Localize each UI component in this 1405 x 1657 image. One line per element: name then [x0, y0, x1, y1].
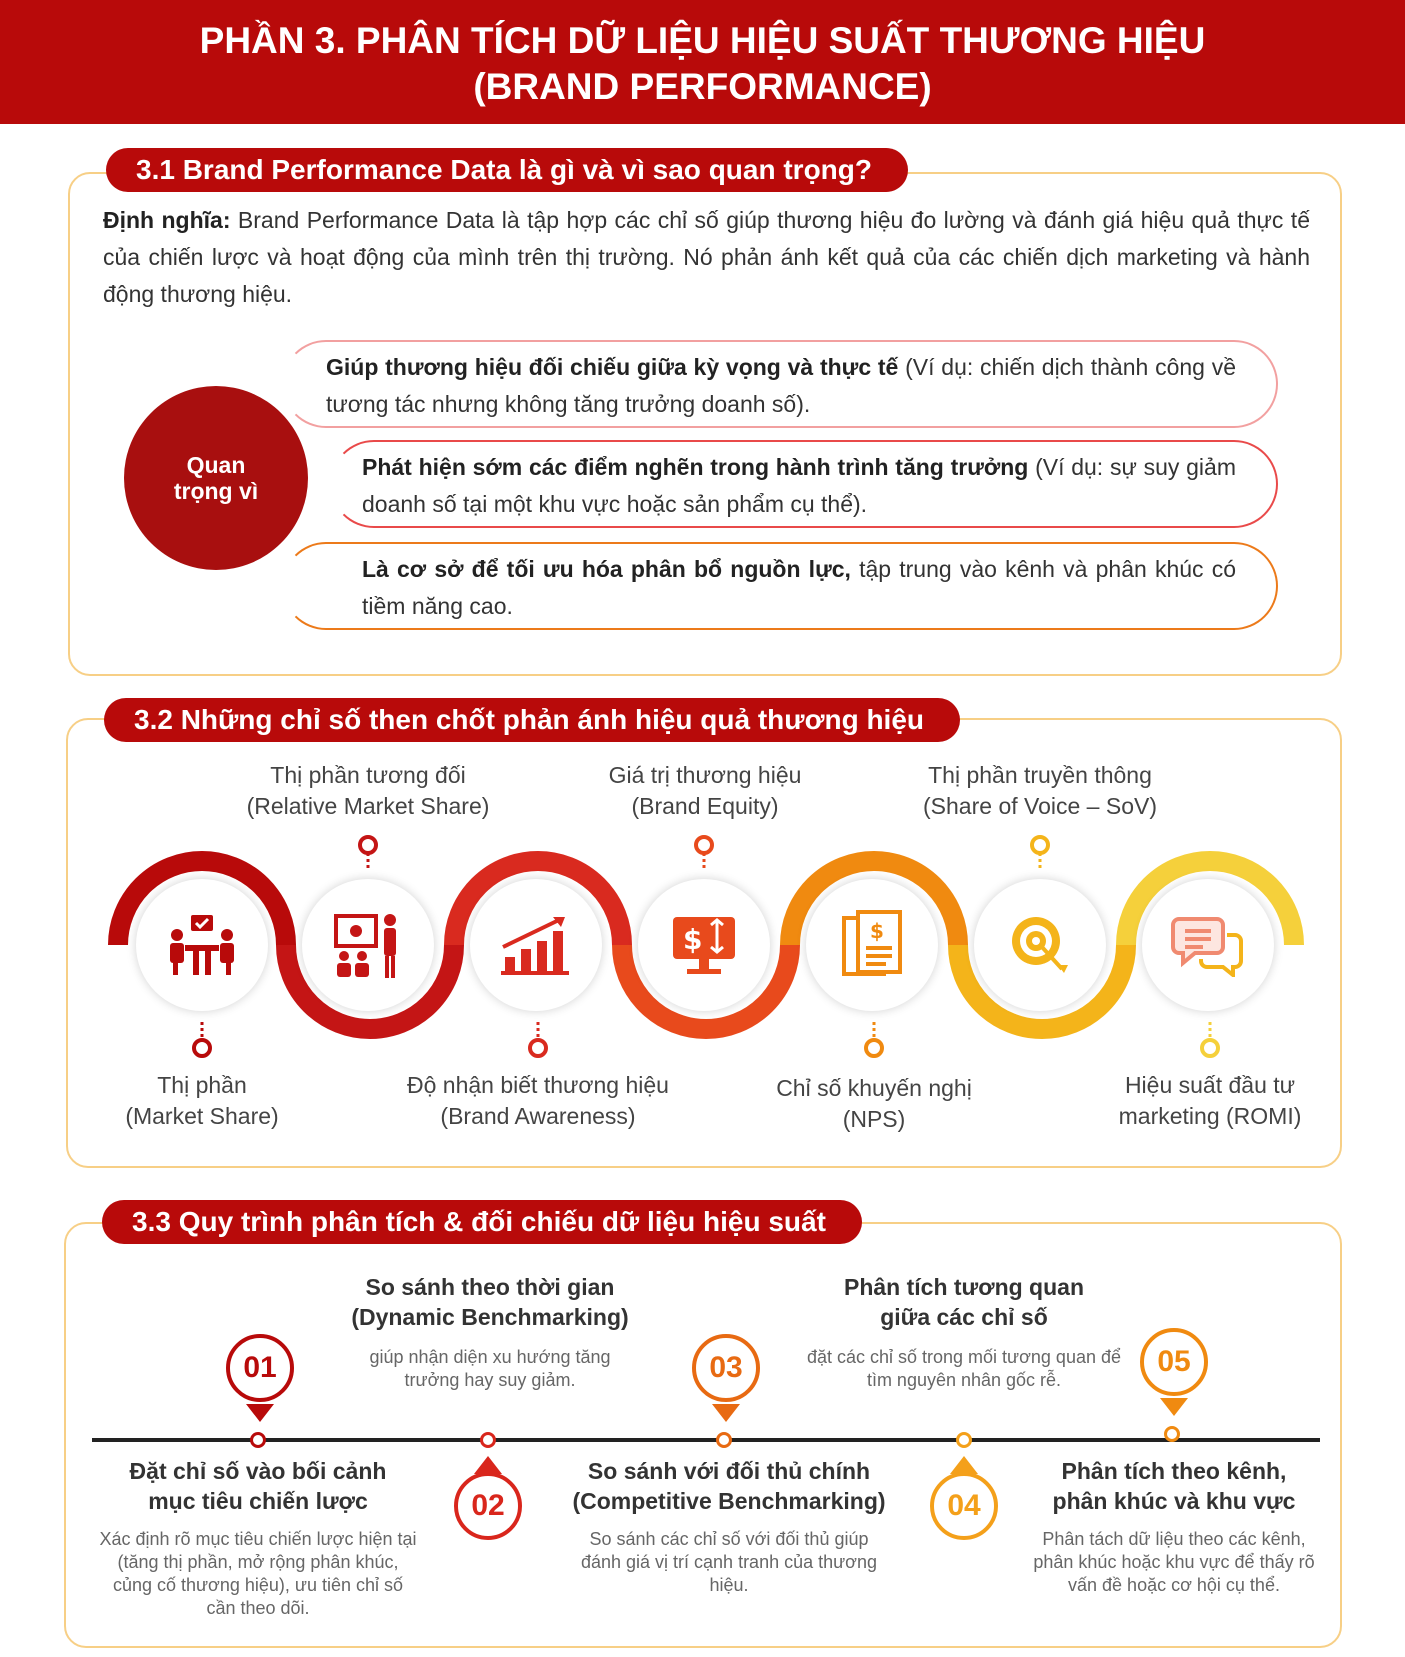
definition-paragraph	[103, 202, 1310, 313]
svg-text:$: $	[683, 923, 703, 956]
metric-name: Thị phần	[157, 1072, 247, 1098]
step-title	[1004, 1456, 1344, 1516]
metric-label-top	[218, 760, 518, 822]
reason-item	[282, 340, 1278, 428]
metric-label-bottom	[1060, 1070, 1360, 1132]
step-title-line: So sánh với đối thủ chính	[587, 1458, 871, 1484]
metric-icon-circle	[638, 879, 770, 1011]
badge-pointer	[712, 1404, 740, 1422]
metric-name: Chỉ số khuyến nghị	[776, 1075, 972, 1101]
metric-english: (NPS)	[842, 1106, 906, 1132]
step-title-line: mục tiêu chiến lược	[148, 1488, 368, 1514]
metric-label-bottom	[724, 1073, 1024, 1135]
reason-text: (Ví dụ: chiến dịch thành công về tương tác nhưng không tăng trưởng doanh số).	[326, 354, 1237, 417]
section-3-1-title: 3.1 Brand Performance Data là gì và vì sao quan trọng?	[106, 148, 908, 192]
timeline-dot	[1164, 1426, 1180, 1442]
badge-pointer	[246, 1404, 274, 1422]
metric-english: marketing (ROMI)	[1118, 1103, 1302, 1129]
step-description: So sánh các chỉ số với đối thủ giúp đánh giá vị trí cạnh tranh của thương hiệu.	[580, 1529, 878, 1595]
step-title-line: So sánh theo thời gian	[365, 1274, 615, 1300]
metric-label-bottom	[368, 1070, 708, 1132]
step-badge: 04	[930, 1472, 998, 1540]
dollar-exchange-icon	[669, 913, 739, 977]
importance-circle	[124, 386, 308, 570]
badge-pointer	[1160, 1398, 1188, 1416]
timeline-dot	[716, 1432, 732, 1448]
header-title-line2: (BRAND PERFORMANCE)	[473, 66, 932, 107]
step-title-line: (Dynamic Benchmarking)	[351, 1304, 629, 1330]
svg-text:$: $	[870, 919, 884, 943]
reason-item	[330, 440, 1278, 528]
section-3-2-title: 3.2 Những chỉ số then chốt phản ánh hiệu quả thương hiệu	[104, 698, 960, 742]
metric-english: (Market Share)	[125, 1103, 279, 1129]
metric-name: Thị phần tương đối	[270, 762, 466, 788]
header-title-line1: PHẦN 3. PHÂN TÍCH DỮ LIỆU HIỆU SUẤT THƯƠNG HIỆU	[199, 20, 1206, 61]
step-title-line: phân khúc và khu vực	[1052, 1488, 1296, 1514]
timeline-line	[92, 1438, 1320, 1442]
step-description: đặt các chỉ số trong mối tương quan để tìm nguyên nhân gốc rễ.	[806, 1347, 1122, 1390]
metric-english: (Brand Equity)	[631, 793, 779, 819]
target-icon	[1008, 913, 1072, 977]
step-description: giúp nhận diện xu hướng tăng trưởng hay suy giảm.	[369, 1347, 611, 1390]
metric-name: Độ nhận biết thương hiệu	[407, 1072, 669, 1098]
step-title-line: (Competitive Benchmarking)	[572, 1488, 886, 1514]
step-title	[784, 1272, 1144, 1332]
reason-text: tập trung vào kênh và phân khúc có tiềm năng cao.	[362, 556, 1237, 619]
reason-item	[282, 542, 1278, 630]
team-meeting-icon	[167, 913, 237, 977]
metric-english: (Share of Voice – SoV)	[923, 793, 1157, 819]
metric-icon-circle	[1142, 879, 1274, 1011]
metric-icon-circle	[974, 879, 1106, 1011]
metric-icon-circle	[470, 879, 602, 1011]
metric-name: Hiệu suất đầu tư	[1124, 1072, 1296, 1098]
chat-bubbles-icon	[1171, 913, 1245, 977]
growth-chart-icon	[499, 913, 573, 977]
section-3-3-title: 3.3 Quy trình phân tích & đối chiếu dữ liệu hiệu suất	[102, 1200, 862, 1244]
step-title	[78, 1456, 438, 1516]
metric-icon-circle	[806, 879, 938, 1011]
metric-english: (Relative Market Share)	[246, 793, 490, 819]
definition-label: Định nghĩa:	[103, 207, 231, 233]
step-title-line: Đặt chỉ số vào bối cảnh	[129, 1458, 387, 1484]
reason-text: (Ví dụ: sự suy giảm doanh số tại một khu vực hoặc sản phẩm cụ thể).	[362, 454, 1236, 517]
page-header	[0, 0, 1405, 124]
metric-english: (Brand Awareness)	[440, 1103, 636, 1129]
step-title	[534, 1456, 924, 1516]
metric-label-top	[890, 760, 1190, 822]
timeline-dot	[480, 1432, 496, 1448]
metric-name: Giá trị thương hiệu	[608, 762, 802, 788]
reason-bold: Giúp thương hiệu đối chiếu giữa kỳ vọng và thực tế	[326, 354, 899, 380]
step-title-line: giữa các chỉ số	[880, 1304, 1048, 1330]
step-title-line: Phân tích tương quan	[844, 1274, 1084, 1300]
reason-bold: Phát hiện sớm các điểm nghẽn trong hành trình tăng trưởng	[362, 454, 1029, 480]
document-dollar-icon	[840, 910, 904, 980]
step-description: Phân tách dữ liệu theo các kênh, phân khúc hoặc khu vực để thấy rõ vấn đề hoặc cơ hội cụ thể.	[1033, 1529, 1315, 1595]
step-badge: 01	[226, 1334, 294, 1402]
metric-icon-circle	[302, 879, 434, 1011]
metric-icon-circle	[136, 879, 268, 1011]
step-badge: 05	[1140, 1328, 1208, 1396]
importance-label: Quan trọng vì	[173, 452, 259, 504]
reason-bold: Là cơ sở để tối ưu hóa phân bổ nguồn lực,	[362, 556, 851, 582]
timeline-dot	[956, 1432, 972, 1448]
definition-text: Brand Performance Data là tập hợp các chỉ số giúp thương hiệu đo lường và đánh giá hiệu quả thực tế của chiến lược và hoạt động của mình trên thị trường. Nó phản ánh kết quả của các chiến dịch marketing và hành động thương hiệu.	[103, 207, 1310, 307]
step-title-line: Phân tích theo kênh,	[1061, 1458, 1287, 1484]
timeline-dot	[250, 1432, 266, 1448]
presentation-icon	[332, 910, 404, 980]
step-badge: 02	[454, 1472, 522, 1540]
metric-label-bottom	[52, 1070, 352, 1132]
step-title	[310, 1272, 670, 1332]
metric-name: Thị phần truyền thông	[928, 762, 1152, 788]
step-badge: 03	[692, 1334, 760, 1402]
metric-label-top	[555, 760, 855, 822]
step-description: Xác định rõ mục tiêu chiến lược hiện tại (tăng thị phần, mở rộng phân khúc, củng cố thương hiệu), ưu tiên chỉ số cần theo dõi.	[99, 1529, 417, 1618]
